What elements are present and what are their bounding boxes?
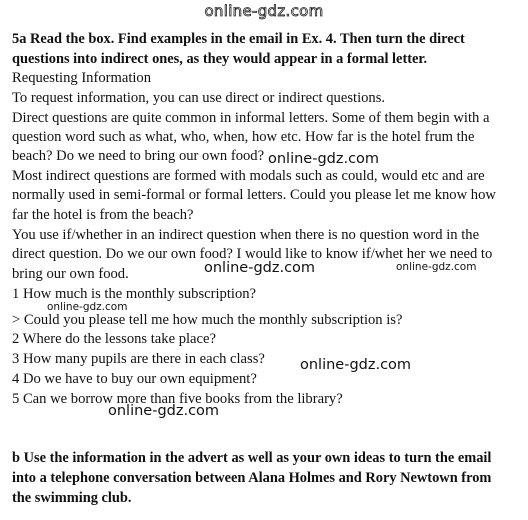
box-paragraph-2-line-1: Direct questions are quite common in informal letters. Some of them begin with a: [12, 110, 490, 126]
watermark: online-gdz.com: [268, 151, 380, 167]
box-paragraph-1: To request information, you can use direct or indirect questions.: [12, 90, 386, 106]
task-b-instruction-line-1: b Use the information in the advert as well as your own ideas to turn the email: [12, 450, 492, 466]
box-paragraph-4-line-3: bring our own food.: [12, 266, 129, 282]
question-item-2: 2 Where do the lessons take place?: [12, 331, 216, 347]
watermark: online-gdz.com: [396, 261, 477, 273]
box-paragraph-4-line-2: direct question. Do we our own food? I would like to know if/whet her we need to: [12, 246, 493, 262]
question-item-3: 3 How many pupils are there in each class?: [12, 351, 265, 367]
watermark: online-gdz.com: [300, 357, 412, 373]
task-b-instruction-line-3: the swimming club.: [12, 490, 132, 506]
box-paragraph-3-line-3: far the hotel is from the beach?: [12, 207, 194, 223]
box-paragraph-3-line-1: Most indirect questions are formed with modals such as could, would etc and are: [12, 168, 485, 184]
watermark-top: online-gdz.com: [204, 2, 324, 20]
box-paragraph-3-line-2: normally used in semi-formal or formal letters. Could you please let me know how: [12, 187, 496, 203]
watermark: online-gdz.com: [204, 260, 316, 276]
example-answer: > Could you please tell me how much the monthly subscription is?: [12, 312, 403, 328]
box-paragraph-2-line-3: beach? Do we need to bring our own food?: [12, 148, 265, 164]
task-b-instruction-line-2: into a telephone conversation between Alana Holmes and Rory Newtown from: [12, 470, 492, 486]
box-heading: Requesting Information: [12, 70, 152, 86]
watermark: online-gdz.com: [47, 301, 128, 313]
box-paragraph-2-line-2: question word such as what, who, when, how etc. How far is the hotel frum the: [12, 129, 475, 145]
task-a-instruction-line-1: 5a Read the box. Find examples in the email in Ex. 4. Then turn the direct: [12, 31, 465, 47]
question-item-5: 5 Can we borrow more than five books from the library?: [12, 391, 343, 407]
question-item-4: 4 Do we have to buy our own equipment?: [12, 371, 257, 387]
watermark: online-gdz.com: [108, 403, 220, 419]
question-item-1: 1 How much is the monthly subscription?: [12, 286, 257, 302]
task-a-instruction-line-2: questions into indirect ones, as they would appear in a formal letter.: [12, 51, 428, 67]
box-paragraph-4-line-1: You use if/whether in an indirect question when there is no question word in the: [12, 227, 480, 243]
